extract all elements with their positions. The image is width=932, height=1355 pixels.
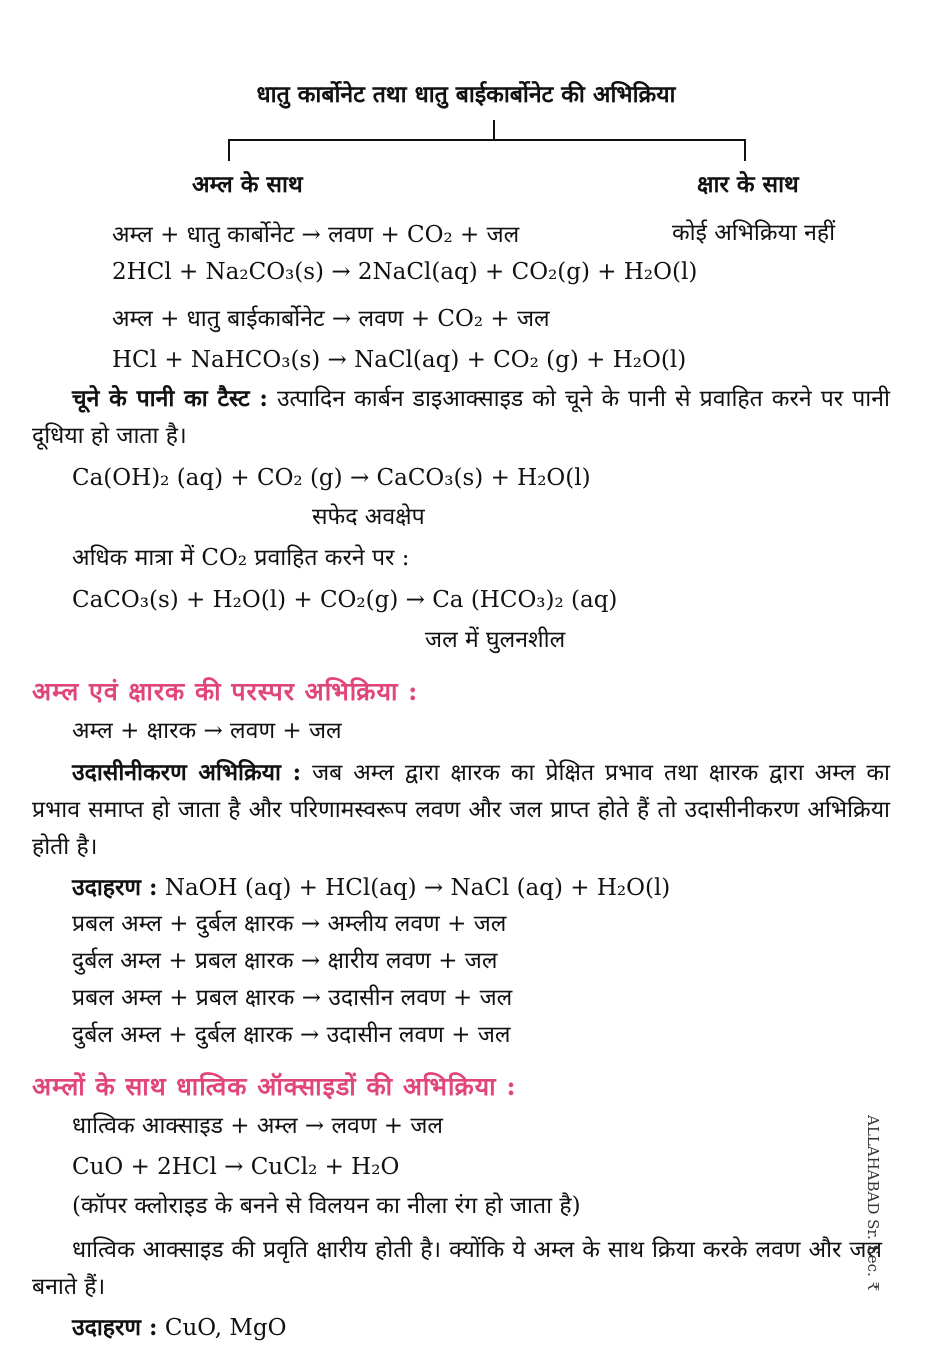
metal-oxide-heading: अम्लों के साथ धात्विक ऑक्साइडों की अभिक्रिया : [32, 1072, 517, 1101]
example-value: CuO, MgO [164, 1315, 287, 1341]
eq1-words: अम्ल + धातु कार्बोनेट → लवण + CO₂ + जल [112, 222, 520, 248]
tree-bar [228, 139, 746, 141]
metal-oxide-note: (कॉपर क्लोराइड के बनने से विलयन का नीला रंग हो जाता है) [72, 1193, 581, 1219]
excess-co2-line: अधिक मात्रा में CO₂ प्रवाहित करने पर : [72, 545, 410, 571]
rule-line: प्रबल अम्ल + दुर्बल क्षारक → अम्लीय लवण + जल [72, 911, 507, 937]
limewater-eq2: CaCO₃(s) + H₂O(l) + CO₂(g) → Ca (HCO₃)₂ (aq) [72, 587, 618, 613]
example-equation: NaOH (aq) + HCl(aq) → NaCl (aq) + H₂O(l) [164, 875, 671, 901]
diagram-title: धातु कार्बोनेट तथा धातु बाईकार्बोनेट की अभिक्रिया [256, 81, 676, 108]
example-label: उदाहरण : [72, 874, 158, 901]
eq2-words: अम्ल + धातु बाईकार्बोनेट → लवण + CO₂ + जल [112, 306, 550, 332]
right-branch-result: कोई अभिक्रिया नहीं [672, 220, 836, 246]
metal-oxide-paragraph: धात्विक आक्साइड की प्रवृति क्षारीय होती है। क्योंकि ये अम्ल के साथ क्रिया करके लवण और जल बनाते हैं। [32, 1237, 882, 1300]
metal-oxide-equation: CuO + 2HCl → CuCl₂ + H₂O [72, 1154, 400, 1180]
tree-stem [493, 120, 495, 140]
metal-oxide-general: धात्विक आक्साइड + अम्ल → लवण + जल [72, 1113, 444, 1139]
neutralisation-paragraph [32, 754, 890, 866]
tree-left-leg [228, 139, 230, 161]
side-vertical-text: ALLAHABAD Sr. Sec. ₹ [864, 1115, 882, 1292]
rule-line: दुर्बल अम्ल + प्रबल क्षारक → क्षारीय लवण + जल [72, 948, 498, 974]
left-branch-label: अम्ल के साथ [192, 171, 303, 198]
eq1-chem: 2HCl + Na₂CO₃(s) → 2NaCl(aq) + CO₂(g) + H₂O(l) [112, 259, 698, 285]
limewater-text: उत्पादिन कार्बन डाइआक्साइड को चूने के पानी से प्रवाहित करने पर पानी दूधिया हो जाता है। [32, 386, 890, 449]
eq2-chem: HCl + NaHCO₃(s) → NaCl(aq) + CO₂ (g) + H₂O(l) [112, 347, 687, 373]
metal-oxide-example [72, 1313, 287, 1343]
neutralisation-example [72, 873, 670, 903]
limewater-eq1: Ca(OH)₂ (aq) + CO₂ (g) → CaCO₃(s) + H₂O(l) [72, 465, 591, 491]
acid-base-general: अम्ल + क्षारक → लवण + जल [72, 718, 342, 744]
tree-right-leg [744, 139, 746, 161]
neutralisation-label: उदासीनीकरण अभिक्रिया : [72, 759, 302, 786]
rule-line: प्रबल अम्ल + प्रबल क्षारक → उदासीन लवण + जल [72, 985, 513, 1011]
rule-line: दुर्बल अम्ल + दुर्बल क्षारक → उदासीन लवण + जल [72, 1022, 511, 1048]
limewater-label: चूने के पानी का टैस्ट : [72, 385, 268, 412]
limewater-eq2-note: जल में घुलनशील [425, 627, 566, 653]
example-label: उदाहरण : [72, 1314, 158, 1341]
limewater-paragraph [32, 380, 890, 455]
right-branch-label: क्षार के साथ [697, 171, 799, 198]
neutralisation-text: जब अम्ल द्वारा क्षारक का प्रेक्षित प्रभाव तथा क्षारक द्वारा अम्ल का प्रभाव समाप्त हो जाता है और परिणामस्वरूप लवण और जल प्राप्त होते हैं तो उदासीनीकरण अभिक्रिया होती है। [32, 760, 890, 860]
acid-base-heading: अम्ल एवं क्षारक की परस्पर अभिक्रिया : [32, 677, 419, 706]
limewater-eq1-note: सफेद अवक्षेप [312, 504, 425, 530]
